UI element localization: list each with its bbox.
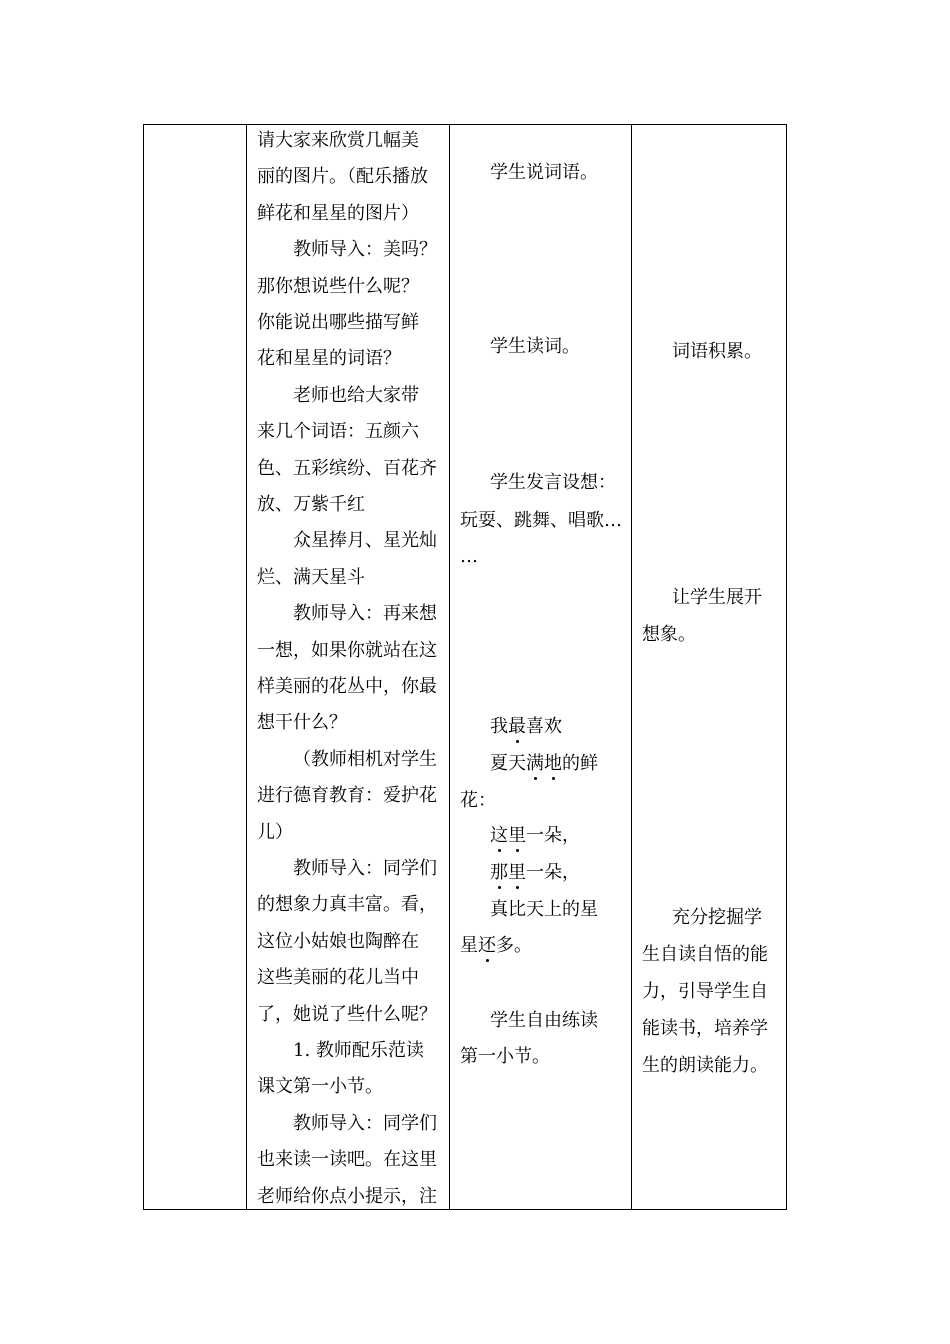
intent-vocabulary: 词语积累。 [672, 341, 762, 362]
poem-line-5: 那里一朵， [490, 862, 580, 883]
column-1-cell [144, 125, 246, 1209]
teacher-text-line: 进行德育教育：爱护花 [257, 785, 437, 807]
intent-imagination-line-2: 想象。 [642, 624, 696, 645]
teacher-text-line: 烂、满天星斗 [257, 566, 365, 588]
teacher-text-line: 这些美丽的花儿当中 [257, 967, 419, 989]
teacher-text-line: 老师也给大家带 [293, 384, 419, 406]
intent-imagination-line-1: 让学生展开 [672, 587, 762, 608]
student-practice-line-2: 第一小节。 [460, 1046, 550, 1067]
teacher-text-line: 样美丽的花丛中，你最 [257, 676, 437, 697]
teacher-text-line: 1. 教师配乐范读 [293, 1040, 424, 1061]
student-imagine-line-2: 玩耍、跳舞、唱歌… [460, 510, 622, 531]
teacher-text-line: 众星捧月、星光灿 [293, 530, 437, 552]
teacher-text-line: 老师给你点小提示，注 [257, 1185, 437, 1207]
teacher-text-line: 色、五彩缤纷、百花齐 [257, 457, 437, 479]
poem-line-4: 这里一朵， [490, 825, 580, 846]
teacher-text-line: 教师导入：同学们 [293, 1112, 437, 1134]
teacher-text-line: 花和星星的词语？ [257, 348, 401, 370]
teacher-text-line: 课文第一小节。 [257, 1076, 383, 1098]
teacher-text-line: （教师相机对学生 [293, 748, 437, 770]
design-intent-cell [632, 125, 786, 1209]
student-practice-line-1: 学生自由练读 [490, 1010, 598, 1031]
teacher-text-line: 请大家来欣赏几幅美 [257, 130, 419, 151]
student-imagine-line-1: 学生发言设想： [490, 472, 616, 493]
teacher-text-line: 放、万紫千红 [257, 494, 365, 515]
teacher-text-line: 丽的图片。（配乐播放 [257, 166, 428, 188]
intent-ability-line-5: 生的朗读能力。 [642, 1055, 768, 1076]
teacher-text-line: 鲜花和星星的图片） [257, 202, 419, 224]
poem-line-3: 花： [460, 790, 496, 811]
intent-ability-line-4: 能读书，培养学 [642, 1018, 768, 1039]
student-imagine-line-3: … [460, 546, 478, 567]
student-read-words: 学生读词。 [490, 336, 580, 357]
teacher-text-line: 教师导入：美吗？ [293, 239, 437, 261]
intent-ability-line-2: 生自读自悟的能 [642, 944, 768, 965]
poem-line-7: 星还多。 [460, 935, 532, 956]
student-activity-cell [450, 125, 631, 1209]
teacher-text-line: 的想象力真丰富。看， [257, 894, 437, 916]
teacher-text-line: 这位小姑娘也陶醉在 [257, 930, 419, 952]
intent-ability-line-3: 力，引导学生自 [642, 981, 768, 1002]
teacher-activity-cell [247, 125, 449, 1209]
poem-line-1: 我最喜欢 [490, 716, 562, 737]
teacher-text-line: 教师导入：同学们 [293, 858, 437, 879]
teacher-text-line: 一想，如果你就站在这 [257, 639, 437, 661]
teacher-text-line: 来几个词语：五颜六 [257, 421, 419, 443]
teacher-text-line: 你能说出哪些描写鲜 [257, 312, 419, 333]
student-say-words: 学生说词语。 [490, 162, 598, 183]
poem-line-6: 真比天上的星 [490, 899, 598, 920]
teacher-text-line: 儿） [257, 821, 293, 843]
teacher-text-line: 想干什么？ [257, 712, 347, 734]
teacher-text-line: 也来读一读吧。在这里 [257, 1149, 437, 1171]
teacher-text-line: 那你想说些什么呢？ [257, 275, 419, 297]
teacher-text-line: 教师导入：再来想 [293, 603, 437, 625]
intent-ability-line-1: 充分挖掘学 [672, 907, 762, 928]
lesson-table [143, 124, 787, 1210]
teacher-text-line: 了，她说了些什么呢？ [257, 1003, 437, 1025]
poem-line-2: 夏天满地的鲜 [490, 753, 598, 774]
